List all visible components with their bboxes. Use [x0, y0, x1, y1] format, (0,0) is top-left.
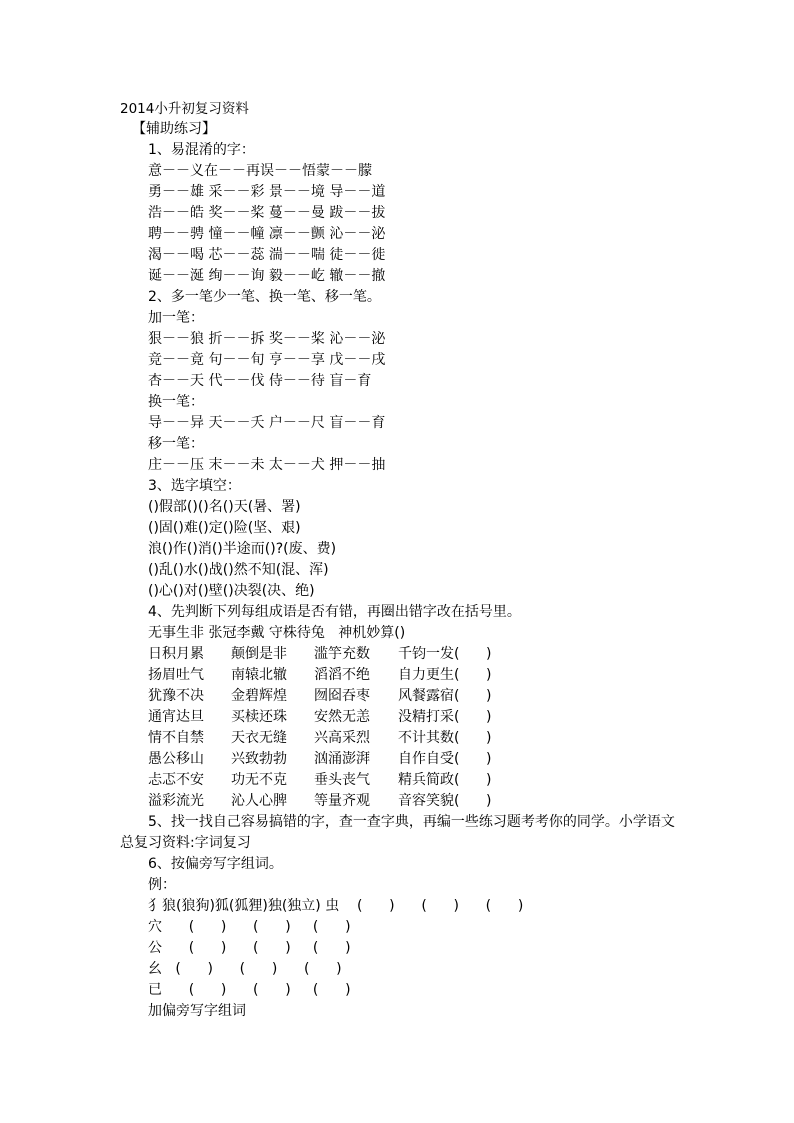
q3-row: ()心()对()壁()决裂(决、绝) [148, 583, 315, 599]
idiom-cell: 自力更生( [398, 667, 460, 683]
idiom-cell: 溢彩流光 [148, 793, 204, 809]
answer-paren: ) [486, 646, 492, 662]
q2-change-row: 导－－异 天－－夭 户－－尺 盲－－育 [148, 415, 386, 431]
idiom-cell: 汹涌澎湃 [314, 751, 370, 767]
idiom-cell: 日积月累 [148, 646, 204, 662]
q6-row: 已 ( ) ( ) ( ) [148, 982, 351, 998]
q6-heading: 6、按偏旁写字组词。 [148, 856, 283, 872]
idiom-cell: 安然无恙 [314, 709, 370, 725]
q2-change-label: 换一笔： [148, 394, 204, 410]
q1-row: 聘－－骋 憧－－幢 凛－－颤 沁－－泌 [148, 226, 386, 242]
q2-add-row: 狠－－狼 折－－拆 奖－－桨 沁－－泌 [148, 331, 386, 347]
answer-paren: ) [486, 688, 492, 704]
document-title: 2014小升初复习资料 [120, 101, 249, 117]
answer-paren: ) [486, 772, 492, 788]
q1-heading: 1、易混淆的字： [148, 142, 255, 158]
q6-example-label: 例： [148, 877, 176, 893]
idiom-cell: 兴致勃勃 [231, 751, 287, 767]
idiom-cell: 兴高采烈 [314, 730, 370, 746]
q3-heading: 3、选字填空： [148, 478, 241, 494]
idiom-cell: 垂头丧气 [314, 772, 370, 788]
q1-row: 渴－－喝 芯－－蕊 湍－－喘 徒－－徙 [148, 247, 386, 263]
q3-row: ()固()难()定()险(坚、艰) [148, 520, 301, 536]
q1-row: 诞－－涎 绚－－询 毅－－屹 辙－－撤 [148, 268, 386, 284]
q3-row: ()假部()()名()天(暑、署) [148, 499, 301, 515]
idiom-cell: 颠倒是非 [231, 646, 287, 662]
idiom-cell: 沁人心脾 [231, 793, 287, 809]
q6-footer: 加偏旁写字组词 [148, 1003, 246, 1019]
q6-row: 穴 ( ) ( ) ( ) [148, 919, 351, 935]
q1-row: 浩－－皓 奖－－桨 蔓－－曼 跋－－拔 [148, 205, 386, 221]
idiom-cell: 愚公移山 [148, 751, 204, 767]
q1-row: 意－－义在－－再误－－悟蒙－－朦 [148, 163, 372, 179]
idiom-cell: 南辕北辙 [231, 667, 287, 683]
q6-example: 犭狼(狼狗)狐(狐狸)独(独立) 虫 ( ) ( ) ( ) [148, 898, 524, 914]
q2-add-row: 杏－－天 代－－伐 侍－－待 盲－育 [148, 373, 372, 389]
q3-row: 浪()作()消()半途而()?(废、费) [148, 541, 337, 557]
idiom-cell: 风餐露宿( [398, 688, 460, 704]
idiom-cell: 等量齐观 [314, 793, 370, 809]
q4-heading: 4、先判断下列每组成语是否有错，再圈出错字改在括号里。 [148, 604, 521, 620]
q2-add-label: 加一笔： [148, 310, 204, 326]
answer-paren: ) [486, 751, 492, 767]
q2-add-row: 竞－－竟 句－－旬 亨－－享 戊－－戌 [148, 352, 386, 368]
idiom-cell: 扬眉吐气 [148, 667, 204, 683]
idiom-cell: 犹豫不决 [148, 688, 204, 704]
q4-intro: 无事生非 张冠李戴 守株待兔 神机妙算() [148, 625, 406, 641]
section-heading: 【辅助练习】 [132, 121, 216, 137]
q3-row: ()乱()水()战()然不知(混、浑) [148, 562, 329, 578]
idiom-cell: 天衣无缝 [231, 730, 287, 746]
idiom-cell: 通宵达旦 [148, 709, 204, 725]
idiom-cell: 精兵简政( [398, 772, 460, 788]
q2-heading: 2、多一笔少一笔、换一笔、移一笔。 [148, 289, 381, 305]
idiom-cell: 自作自受( [398, 751, 460, 767]
idiom-cell: 滔滔不绝 [314, 667, 370, 683]
q1-row: 勇－－雄 采－－彩 景－－境 导－－道 [148, 184, 386, 200]
q2-move-label: 移一笔： [148, 436, 204, 452]
answer-paren: ) [486, 667, 492, 683]
q6-row: 幺 ( ) ( ) ( ) [148, 961, 342, 977]
idiom-cell: 没精打采( [398, 709, 460, 725]
q5-text: 5、找一找自己容易搞错的字，查一查字典，再编一些练习题考考你的同学。小学语文 [148, 814, 675, 830]
idiom-cell: 功无不克 [231, 772, 287, 788]
idiom-cell: 千钧一发( [398, 646, 460, 662]
answer-paren: ) [486, 730, 492, 746]
idiom-cell: 囫囵吞枣 [314, 688, 370, 704]
idiom-cell: 忐忑不安 [148, 772, 204, 788]
idiom-cell: 情不自禁 [148, 730, 204, 746]
answer-paren: ) [486, 709, 492, 725]
idiom-cell: 买椟还珠 [231, 709, 287, 725]
q6-row: 公 ( ) ( ) ( ) [148, 940, 351, 956]
idiom-cell: 不计其数( [398, 730, 460, 746]
idiom-cell: 滥竽充数 [314, 646, 370, 662]
idiom-cell: 金碧辉煌 [231, 688, 287, 704]
q2-move-row: 庄－－压 末－－未 太－－犬 押－－抽 [148, 457, 386, 473]
answer-paren: ) [486, 793, 492, 809]
q5-text-continued: 总复习资料:字词复习 [120, 835, 251, 851]
idiom-cell: 音容笑貌( [398, 793, 460, 809]
